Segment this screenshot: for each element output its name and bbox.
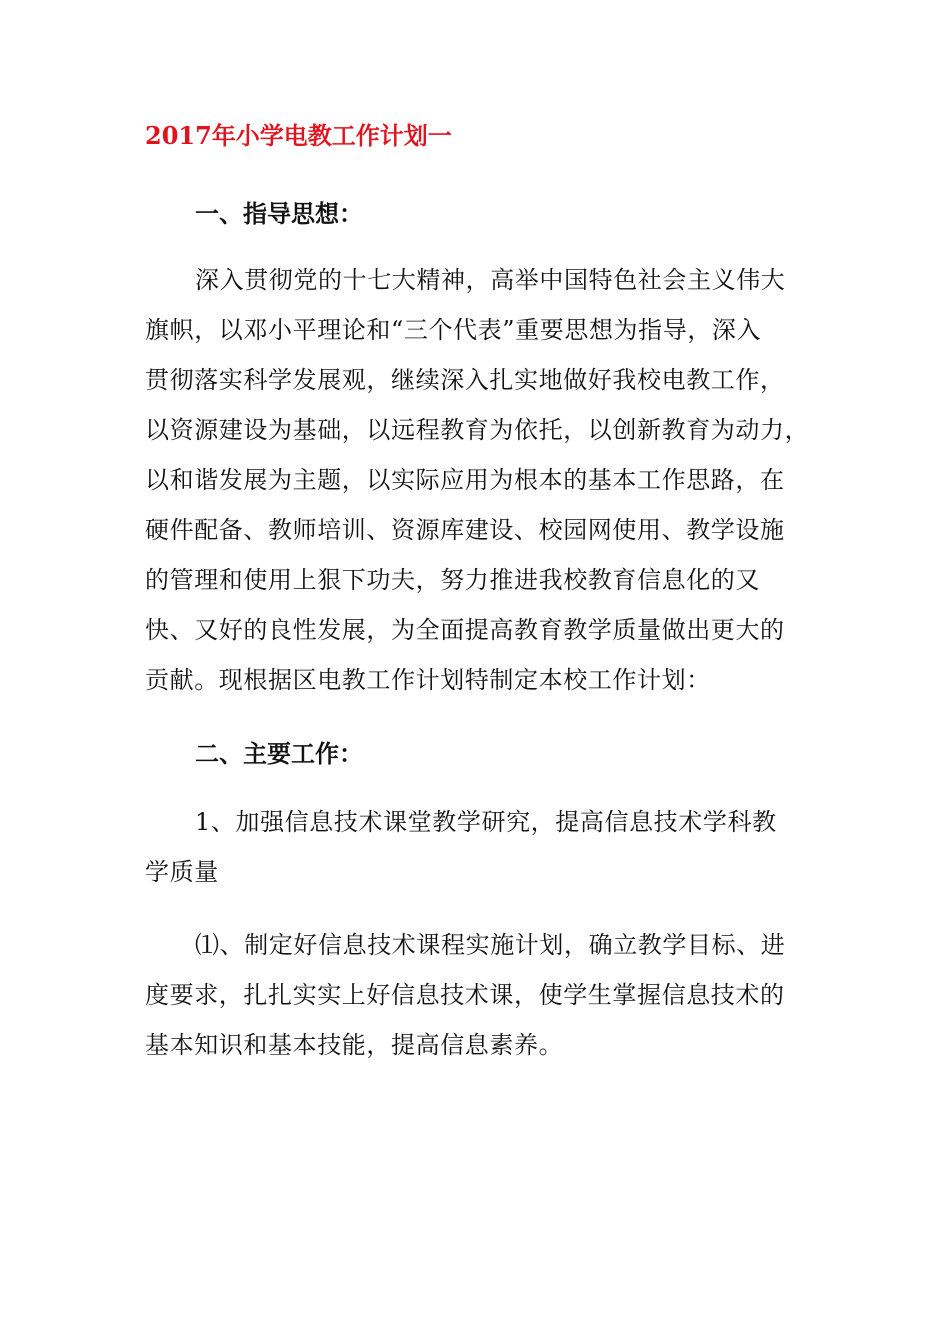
section-heading-main-work: 二、主要工作： <box>195 739 363 768</box>
paragraph-line: 度要求，扎扎实实上好信息技术课，使学生掌握信息技术的 <box>145 981 785 1009</box>
paragraph-line: 贯彻落实科学发展观，继续深入扎实地做好我校电教工作， <box>145 366 785 394</box>
paragraph-line: ⑴、制定好信息技术课程实施计划，确立教学目标、进 <box>195 931 786 959</box>
paragraph-line: 以和谐发展为主题，以实际应用为根本的基本工作思路，在 <box>145 466 785 494</box>
paragraph-line: 快、又好的良性发展，为全面提高教育教学质量做出更大的 <box>145 616 785 644</box>
paragraph-line: 学质量 <box>145 858 219 886</box>
paragraph-line: 贡献。现根据区电教工作计划特制定本校工作计划： <box>145 666 711 694</box>
paragraph-line: 硬件配备、教师培训、资源库建设、校园网使用、教学设施 <box>145 516 785 544</box>
document-title: 2017年小学电教工作计划一 <box>145 121 452 150</box>
paragraph-line: 以资源建设为基础，以远程教育为依托，以创新教育为动力， <box>145 416 810 444</box>
paragraph-line: 1、加强信息技术课堂教学研究，提高信息技术学科教 <box>195 808 777 836</box>
paragraph-line: 基本知识和基本技能，提高信息素养。 <box>145 1031 564 1059</box>
section-heading-guiding-ideology: 一、指导思想： <box>195 199 363 228</box>
paragraph-line: 旗帜，以邓小平理论和“三个代表”重要思想为指导，深入 <box>145 316 762 344</box>
paragraph-line: 深入贯彻党的十七大精神，高举中国特色社会主义伟大 <box>195 266 786 294</box>
paragraph-line: 的管理和使用上狠下功夫，努力推进我校教育信息化的又 <box>145 566 760 594</box>
